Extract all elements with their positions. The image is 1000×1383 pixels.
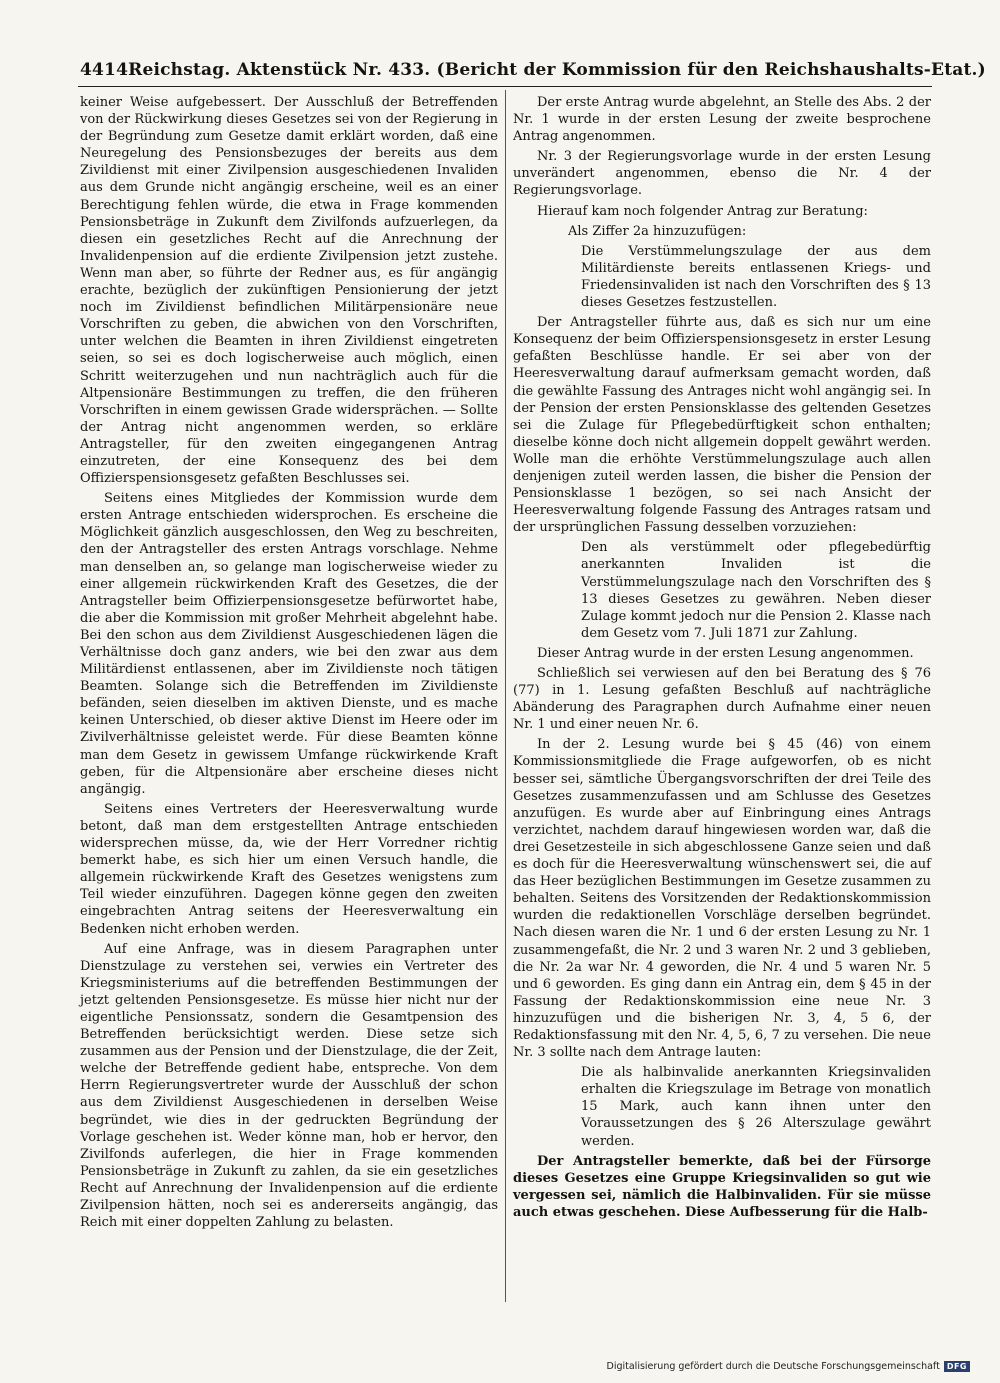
- page-number: 4414: [80, 60, 129, 80]
- paragraph: Der Antragsteller bemerkte, daß bei der Fürsorge dieses Gesetzes eine Gruppe Kriegsinvaliden so gut wie vergessen sei, nämlich die Halbinvaliden. Für sie müsse auch etwas geschehen. Diese Aufbesserung für die Halb-: [513, 1153, 931, 1220]
- paragraph: Auf eine Anfrage, was in diesem Paragraphen unter Dienstzulage zu verstehen sei, verwies ein Vertreter des Kriegsministeriums auf die betreffenden Bestimmungen der jetzt geltenden Pensionsgesetze. Es müsse hier nicht nur der eigentliche Pensionssatz, sondern die Gesamtpension des Betreffenden berücksichtigt werden. Diese setze sich zusammen aus der Pension und der Dienstzulage, die der Zeit, welche der Betreffende gedient habe, entspreche. Von dem Herrn Regierungsvertreter wurde der Ausschluß der schon aus dem Zivildienst Ausgeschiedenen in derselben Weise begründet, wie dies in der gedruckten Begründung der Vorlage geschehen ist. Weder könne man, hob er hervor, den Zivilfonds auferlegen, die hier in Frage kommenden Pensionsbeträge in Zukunft zu zahlen, da sie ein gesetzliches Recht auf Anrechnung der Invalidenpension auf die erdiente Zivilpension hätten, noch sei es andererseits angängig, das Reich mit einer doppelten Zahlung zu belasten.: [80, 941, 498, 1231]
- paragraph: Den als verstümmelt oder pflegebedürftig anerkannten Invaliden ist die Verstümmelungszulage nach den Vorschriften des § 13 dieses Gesetzes zu gewähren. Neben dieser Zulage kommt jedoch nur die Pension 2. Klasse nach dem Gesetz vom 7. Juli 1871 zur Zahlung.: [581, 540, 931, 641]
- paragraph: Seitens eines Vertreters der Heeresverwaltung wurde betont, daß man dem erstgestellten Antrage entschieden widersprechen müsse, da, wie der Herr Vorredner richtig bemerkt habe, es sich hier um einen Versuch handle, die allgemein rückwirkende Kraft des Gesetzes wenigstens zum Teil wieder einzuführen. Dagegen könne gegen den zweiten eingebrachten Antrag seitens der Heeresverwaltung ein Bedenken nicht erhoben werden.: [80, 801, 498, 937]
- paragraph: Schließlich sei verwiesen auf den bei Beratung des § 76 (77) in 1. Lesung gefaßten Beschluß auf nachträgliche Abänderung des Paragraphen durch Aufnahme einer neuen Nr. 1 und einer neuen Nr. 6.: [513, 666, 931, 733]
- column-divider: [505, 90, 506, 1302]
- dfg-logo: DFG: [944, 1361, 970, 1372]
- paragraph: Als Ziffer 2a hinzuzufügen:: [568, 223, 747, 239]
- paragraph: Der erste Antrag wurde abgelehnt, an Stelle des Abs. 2 der Nr. 1 wurde in der ersten Lesung der zweite besprochene Antrag angenommen.: [513, 95, 931, 145]
- left-column: [80, 94, 498, 1234]
- paragraph: Nr. 3 der Regierungsvorlage wurde in der ersten Lesung unverändert angenommen, ebenso die Nr. 4 der Regierungsvorlage.: [513, 149, 931, 199]
- page-header: [80, 60, 986, 80]
- paragraph: Dieser Antrag wurde in der ersten Lesung angenommen.: [537, 645, 914, 661]
- footer: [607, 1361, 970, 1372]
- paragraph: In der 2. Lesung wurde bei § 45 (46) von einem Kommissionsmitgliede die Frage aufgeworfen, ob es nicht besser sei, sämtliche Übergangsvorschriften der drei Teile des Gesetzes zusammenzufassen und am Schlusse des Gesetzes anzufügen. Es wurde aber auf Einbringung eines Antrags verzichtet, nachdem darauf hingewiesen worden war, daß die drei Gesetzesteile in sich abgeschlossene Ganze seien und daß es doch für die Heeresverwaltung wünschenswert sei, die auf das Heer bezüglichen Bestimmungen im Gesetze zusammen zu behalten. Seitens des Vorsitzenden der Redaktionskommission wurden die redaktionellen Vorschläge derselben begründet. Nach diesen waren die Nr. 1 und 6 der ersten Lesung zu Nr. 1 zusammengefaßt, die Nr. 2 und 3 waren Nr. 2 und 3 geblieben, die Nr. 2a war Nr. 4 geworden, die Nr. 4 und 5 waren Nr. 5 und 6 geworden. Es ging dann ein Antrag ein, dem § 45 in der Fassung der Redaktionskommission eine neue Nr. 3 hinzuzufügen und die bisherigen Nr. 3, 4, 5 6, der Redaktionsfassung mit den Nr. 4, 5, 6, 7 zu versehen. Die neue Nr. 3 sollte nach dem Antrage lauten:: [513, 737, 931, 1061]
- paragraph: Seitens eines Mitgliedes der Kommission wurde dem ersten Antrage entschieden widersprochen. Es erscheine die Möglichkeit gänzlich ausgeschlossen, den Weg zu beschreiten, den der Antragsteller des ersten Antrags vorschlage. Nehme man denselben an, so gelange man logischerweise wieder zu einer allgemein rückwirkenden Kraft des Gesetzes, die der Antragsteller beim Offizierpensionsgesetze befürwortet habe, die aber die Kommission mit großer Mehrheit abgelehnt habe. Bei den schon aus dem Zivildienst Ausgeschiedenen lägen die Verhältnisse doch ganz anders, wie bei den zwar aus dem Militärdienst entlassenen, aber im Zivildienste noch tätigen Beamten. Solange sich die Betreffenden im Zivildienste befänden, seien dieselben im aktiven Dienste, und es mache keinen Unterschied, ob dieser aktive Dienst im Heere oder im Zivilverhältnisse geleistet werde. Für diese Beamten könne man dem Gesetz in gewissem Umfange rückwirkende Kraft geben, für die Altpensionäre aber erscheine dieses nicht angängig.: [80, 491, 498, 797]
- paragraph: keiner Weise aufgebessert. Der Ausschluß der Betreffenden von der Rückwirkung dieses Gesetzes sei von der Regierung in der Begründung zum Gesetze damit erklärt worden, daß eine Neuregelung des Pensionsbezuges der bereits aus dem Zivildienst mit einer Zivilpension ausgeschiedenen Invaliden aus dem Grunde nicht angängig erscheine, weil es an einer Berechtigung fehlen würde, die etwa in Frage kommenden Pensionsbeträge in Zukunft dem Zivilfonds aufzuerlegen, da diesen ein gesetzliches Recht auf die Anrechnung der Invalidenpension auf die erdiente Zivilpension jetzt zustehe. Wenn man aber, so führte der Redner aus, es für angängig erachte, bezüglich der zukünftigen Pensionierung der jetzt noch im Zivildienst befindlichen Militärpensionäre neue Vorschriften zu geben, die abwichen von den Vorschriften, unter welchen die Beamten in ihren Zivildienst eingetreten seien, so sei es doch logischerweise auch möglich, einen Schritt weiterzugehen und nun nachträglich auch für die Altpensionäre Bestimmungen zu treffen, die den früheren Vorschriften in einem gewissen Grade widersprächen. — Sollte der Antrag nicht angenommen werden, so erkläre Antragsteller, für den zweiten eingegangenen Antrag einzutreten, der eine Konsequenz des bei dem Offizierspensionsgesetz gefaßten Beschlusses sei.: [80, 95, 498, 487]
- paragraph: Der Antragsteller führte aus, daß es sich nur um eine Konsequenz der beim Offizierspensionsgesetz in erster Lesung gefaßten Beschlüsse handle. Er sei aber von der Heeresverwaltung darauf aufmerksam gemacht worden, daß die gewählte Fassung des Antrages nicht wohl angängig sei. In der Pension der ersten Pensionsklasse des geltenden Gesetzes sei die Zulage für Pflegebedürftigkeit schon enthalten; dieselbe könne doch nicht allgemein doppelt gewährt werden. Wolle man die erhöhte Verstümmelungszulage auch allen denjenigen zuteil werden lassen, die bisher die Pension der Pensionsklasse 1 bezögen, so sei nach Ansicht der Heeresverwaltung folgende Fassung des Antrages ratsam und der ursprünglichen Fassung desselben vorzuziehen:: [513, 315, 931, 536]
- header-rule: [78, 86, 932, 87]
- right-column: [513, 94, 931, 1224]
- paragraph: Die Verstümmelungszulage der aus dem Militärdienste bereits entlassenen Kriegs- und Friedensinvaliden ist nach den Vorschriften des § 13 dieses Gesetzes festzustellen.: [581, 243, 931, 311]
- paragraph: Die als halbinvalide anerkannten Kriegsinvaliden erhalten die Kriegszulage im Betrage von monatlich 15 Mark, auch kann ihnen unter den Voraussetzungen des § 26 Alterszulage gewährt werden.: [581, 1065, 931, 1149]
- running-title: Reichstag. Aktenstück Nr. 433. (Bericht der Kommission für den Reichshaushalts-Etat.): [128, 60, 986, 80]
- paragraph: Hierauf kam noch folgender Antrag zur Beratung:: [537, 203, 868, 219]
- funding-note: Digitalisierung gefördert durch die Deutsche Forschungsgemeinschaft: [606, 1361, 940, 1372]
